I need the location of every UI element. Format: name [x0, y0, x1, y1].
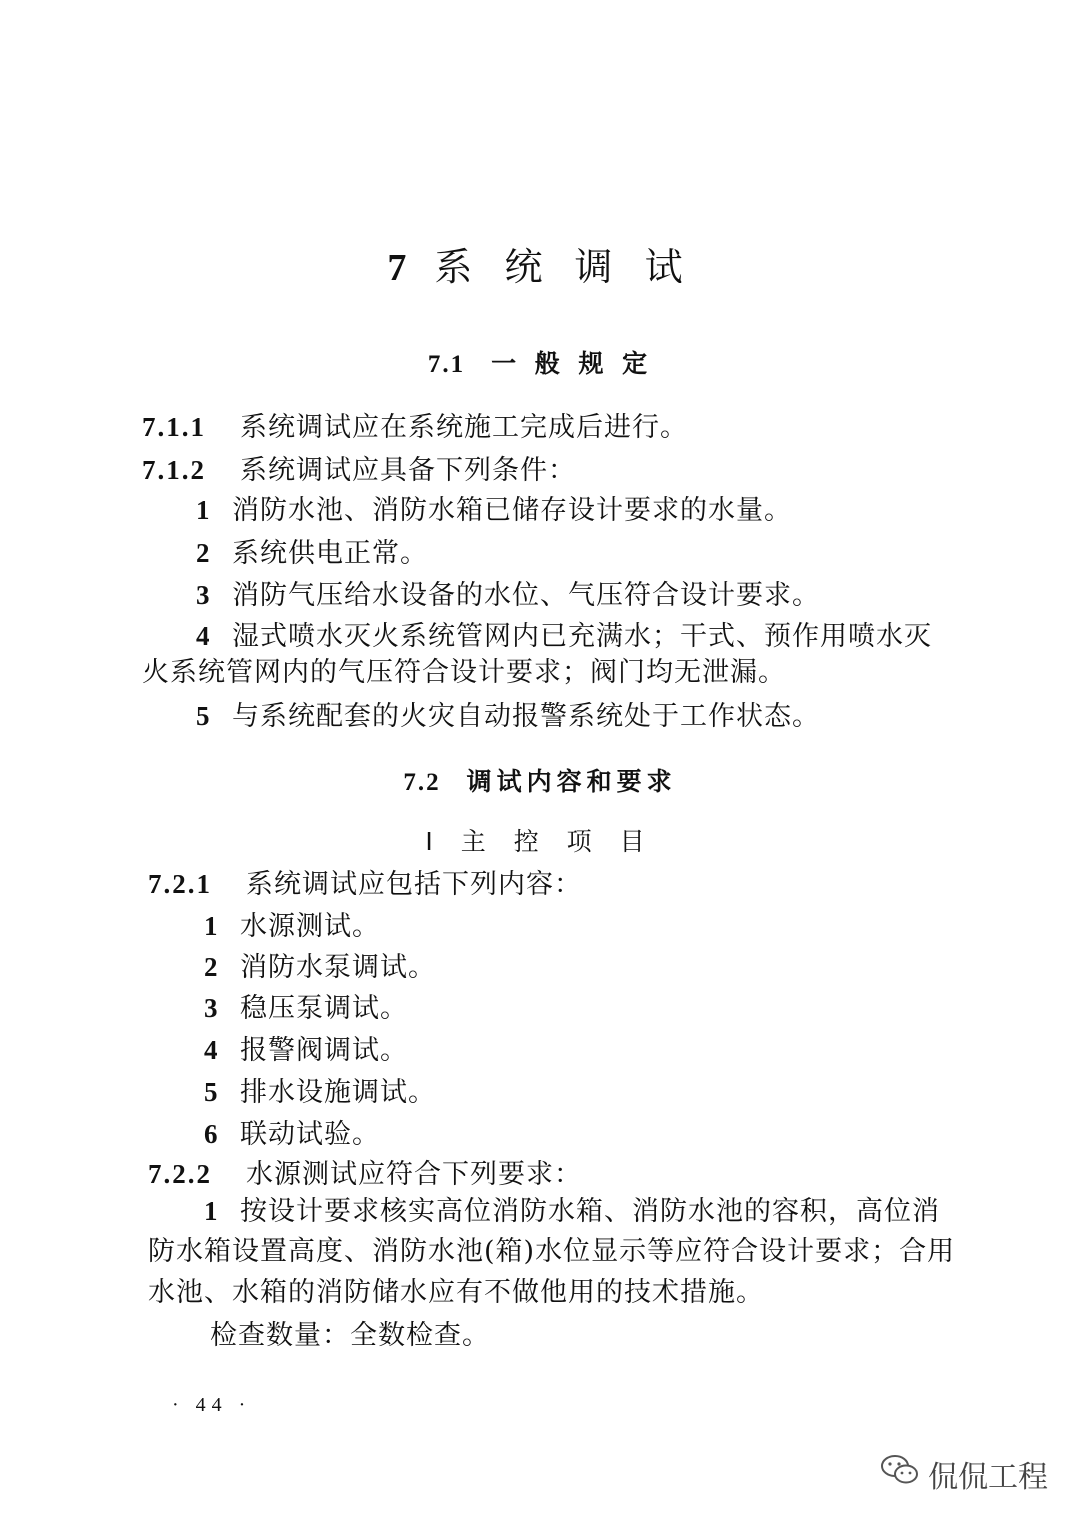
list-item — [204, 909, 380, 944]
section-title: 一 般 规 定 — [491, 349, 653, 378]
item-continuation: 水池、水箱的消防储水应有不做他用的技术措施。 — [148, 1277, 764, 1308]
item-continuation: 防水箱设置高度、消防水池(箱)水位显示等应符合设计要求；合用 — [148, 1236, 956, 1267]
section-number: 7.2 — [403, 769, 441, 796]
item-number: 5 — [196, 701, 211, 731]
item-text: 湿式喷水灭火系统管网内已充满水；干式、预作用喷水灭 — [232, 621, 932, 652]
item-number: 4 — [204, 1035, 219, 1065]
watermark — [880, 1452, 1048, 1496]
item-text: 系统供电正常。 — [232, 538, 428, 569]
subsection-heading — [0, 822, 1080, 858]
section-title: 调试内容和要求 — [466, 767, 677, 796]
list-item — [196, 578, 820, 613]
item-number: 2 — [204, 952, 219, 982]
list-item — [196, 493, 792, 528]
item-number: 4 — [196, 621, 211, 651]
chapter-heading — [0, 236, 1080, 291]
item-text: 消防水泵调试。 — [240, 952, 436, 983]
clause-number: 7.1.2 — [142, 455, 206, 485]
item-number: 3 — [196, 580, 211, 610]
clause-text: 水源测试应符合下列要求： — [246, 1159, 582, 1190]
clause-number: 7.1.1 — [142, 412, 206, 442]
check-quantity: 检查数量：全数检查。 — [210, 1320, 490, 1351]
section-heading-7-2 — [0, 762, 1080, 798]
section-number: 7.1 — [427, 351, 466, 378]
item-text: 消防水池、消防水箱已储存设计要求的水量。 — [232, 495, 792, 526]
clause-7-2-2 — [148, 1157, 582, 1192]
item-text: 与系统配套的火灾自动报警系统处于工作状态。 — [232, 701, 820, 732]
item-text: 水源测试。 — [240, 911, 380, 942]
list-item — [196, 619, 932, 654]
item-text: 报警阀调试。 — [240, 1035, 408, 1066]
clause-text: 系统调试应包括下列内容： — [246, 869, 582, 900]
wechat-icon — [880, 1453, 920, 1495]
clause-7-1-2 — [142, 453, 576, 488]
item-number: 1 — [196, 495, 211, 525]
subsection-title: 主 控 项 目 — [460, 827, 655, 856]
list-item — [204, 991, 408, 1026]
list-item — [204, 1033, 408, 1068]
list-item — [196, 536, 428, 571]
subsection-numeral: Ⅰ — [425, 829, 443, 856]
list-item — [204, 1194, 940, 1229]
item-number: 2 — [196, 538, 211, 568]
chapter-number: 7 — [387, 247, 407, 289]
watermark-text: 侃侃工程 — [928, 1460, 1048, 1495]
clause-number: 7.2.1 — [148, 869, 212, 899]
list-item — [204, 950, 436, 985]
item-number: 6 — [204, 1119, 219, 1149]
item-number: 1 — [204, 911, 219, 941]
section-heading-7-1 — [0, 344, 1080, 380]
clause-text: 系统调试应具备下列条件： — [240, 455, 576, 486]
item-text: 消防气压给水设备的水位、气压符合设计要求。 — [232, 580, 820, 611]
list-item — [204, 1117, 380, 1152]
chapter-title: 系 统 调 试 — [434, 245, 693, 289]
page-number: · 44 · — [172, 1394, 252, 1416]
item-text: 按设计要求核实高位消防水箱、消防水池的容积，高位消 — [240, 1196, 940, 1227]
clause-7-2-1 — [148, 867, 582, 902]
list-item — [204, 1075, 436, 1110]
clause-7-1-1 — [142, 410, 688, 445]
item-text: 联动试验。 — [240, 1119, 380, 1150]
list-item — [196, 699, 820, 734]
clause-text: 系统调试应在系统施工完成后进行。 — [240, 412, 688, 443]
item-number: 3 — [204, 993, 219, 1023]
item-continuation: 火系统管网内的气压符合设计要求；阀门均无泄漏。 — [142, 657, 786, 688]
item-number: 1 — [204, 1196, 219, 1226]
item-text: 稳压泵调试。 — [240, 993, 408, 1024]
item-number: 5 — [204, 1077, 219, 1107]
item-text: 排水设施调试。 — [240, 1077, 436, 1108]
clause-number: 7.2.2 — [148, 1159, 212, 1189]
